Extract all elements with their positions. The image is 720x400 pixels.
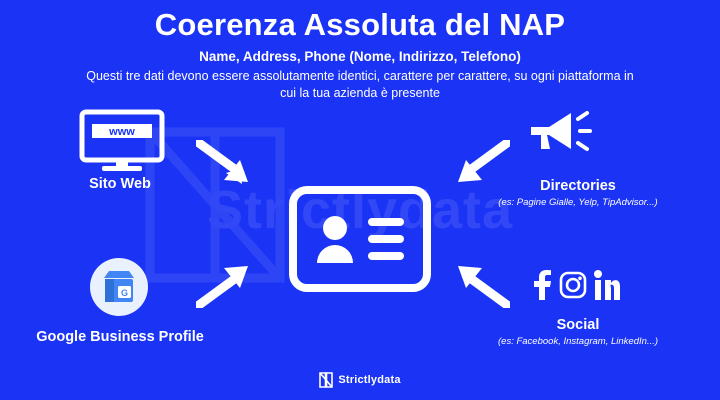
- social-icons: [532, 270, 620, 300]
- arrow-bottom-left: [196, 262, 258, 313]
- facebook-icon: [532, 270, 552, 300]
- brand-footer: [0, 372, 720, 388]
- contact-card-icon: [288, 185, 432, 293]
- brand-name: Strictlydata: [338, 374, 401, 386]
- megaphone-icon: [525, 105, 595, 161]
- header: [0, 8, 720, 101]
- google-business-storefront-icon: [90, 258, 148, 316]
- page-description: Questi tre dati devono essere assolutamente identici, carattere per carattere, su ogni piattaforma in cui la tua azienda è presente: [86, 68, 634, 100]
- social-label: [478, 317, 678, 348]
- center-card: [288, 185, 432, 298]
- arrow-right-up-icon: [196, 262, 258, 308]
- arrow-top-left: [196, 140, 258, 191]
- svg-text:G: G: [120, 288, 129, 298]
- arrow-left-up-icon: [448, 262, 510, 308]
- linkedin-icon: [594, 270, 620, 300]
- social-sublabel: (es: Facebook, Instagram, LinkedIn...): [498, 335, 658, 347]
- directories-title: Directories: [540, 178, 616, 194]
- website-label: Sito Web: [89, 176, 151, 192]
- watermark-text: Strictlydata: [206, 180, 514, 240]
- strictlydata-logo-icon: [319, 372, 333, 388]
- storefront-glyph-icon: [99, 267, 139, 307]
- arrow-right-down-icon: [196, 140, 258, 186]
- arrow-bottom-right: [448, 262, 510, 313]
- arrow-top-right: [448, 140, 510, 191]
- page-title: Coerenza Assoluta del NAP: [154, 7, 566, 42]
- page-subtitle: Name, Address, Phone (Nome, Indirizzo, Telefono): [199, 48, 521, 64]
- megaphone-icon-wrap: [525, 105, 595, 166]
- directories-sublabel: (es: Pagine Gialle, Yelp, TipAdvisor...): [498, 196, 658, 208]
- svg-text:www: www: [109, 126, 135, 138]
- website-icon-wrap: [78, 108, 166, 177]
- instagram-icon: [559, 271, 587, 299]
- social-title: Social: [556, 317, 600, 333]
- monitor-www-icon: [78, 108, 166, 172]
- google-business-label: Google Business Profile: [36, 329, 204, 345]
- arrow-left-down-icon: [448, 140, 510, 186]
